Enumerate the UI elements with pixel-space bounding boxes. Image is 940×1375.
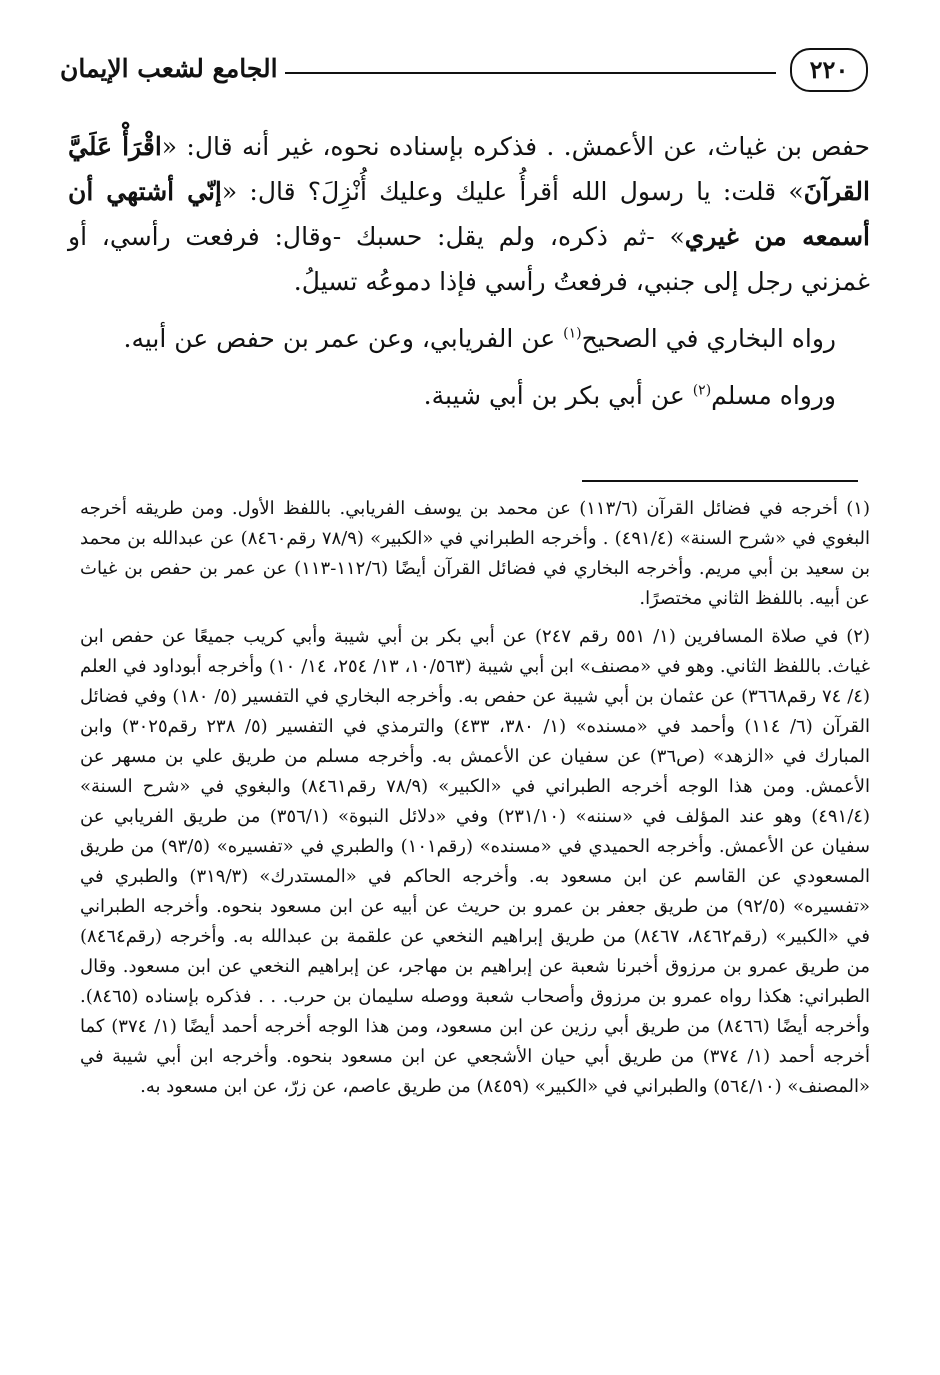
narration-bukhari	[68, 316, 870, 361]
main-text	[68, 124, 870, 418]
hadith-text-1: حفص بن غياث، عن الأعمش. . فذكره بإسناده نحوه، غير أنه قال: «	[161, 132, 870, 161]
hadith-text-2: » قلت: يا رسول الله أقرأُ عليك وعليك أُنْزِلَ؟ قال: «	[221, 177, 804, 206]
running-title: الجامع لشعب الإيمان	[60, 54, 278, 83]
footnote-2	[80, 622, 870, 1102]
hadith-paragraph	[68, 124, 870, 304]
narration-muslim-text-end: عن أبي بكر بن أبي شيبة.	[423, 381, 693, 410]
footnote-text: أخرجه في فضائل القرآن (١١٣/٦) عن محمد بن يوسف الفريابي. باللفظ الأول. ومن طريقه أخرجه البغوي في «شرح السنة» (٤٩١/٤) . وأخرجه الطبراني في «الكبير» (٧٨/٩ رقم٨٤٦٠) عن عبدالله بن محمد بن سعيد بن أبي مريم. وأخرجه البخاري في فضائل القرآن أيضًا (١١٢/٦-١١٣) عن عمر بن حفص بن غياث عن أبيه. باللفظ الثاني مختصرًا.	[80, 498, 871, 609]
quote-bold-2: إنّي أشتهي أن أسمعه من غيري	[68, 177, 870, 251]
footnotes	[80, 494, 870, 1102]
narration-muslim	[68, 373, 870, 418]
footnote-number: (٢)	[846, 626, 870, 647]
narration-bukhari-text-end: عن الفريابي، وعن عمر بن حفص عن أبيه.	[123, 324, 564, 353]
narration-bukhari-text: رواه البخاري في الصحيح	[581, 324, 836, 353]
narration-muslim-text: ورواه مسلم	[711, 381, 836, 410]
quote-bold-1: اقْرَأْ عَلَيَّ القرآنَ	[68, 132, 870, 206]
header-rule	[285, 72, 776, 74]
footnote-ref-1[interactable]: (١)	[563, 325, 582, 342]
page-header	[60, 48, 868, 100]
hadith-text-3: » -ثم ذكره، ولم يقل: حسبك -وقال: فرفعت رأسي، أو غمزني رجل إلى جنبي، فرفعتُ رأسي فإذا دموعُه تسيلُ.	[68, 222, 870, 296]
page-number: ٢٢٠	[790, 48, 868, 92]
footnote-separator	[582, 480, 858, 482]
footnote-1	[80, 494, 870, 614]
footnote-number: (١)	[846, 498, 870, 519]
footnote-text: في صلاة المسافرين (١/ ٥٥١ رقم ٢٤٧) عن أبي بكر بن أبي شيبة وأبي كريب جميعًا عن حفص ابن غياث. باللفظ الثاني. وهو في «مصنف» ابن أبي شيبة (١٠/٥٦٣، ١٣/ ٢٥٤، ١٤/ ١٠) وأخرجه أبوداود في العلم (٤/ ٧٤ رقم٣٦٦٨) عن عثمان بن أبي شيبة عن حفص به. وأخرجه البخاري في التفسير (٥/ ١٨٠) وفي فضائل القرآن (٦/ ١١٤) وأحمد في «مسنده» (١/ ٣٨٠، ٤٣٣) والترمذي في التفسير (٥/ ٢٣٨ رقم٣٠٢٥) وابن المبارك في «الزهد» (ص٣٦) عن سفيان عن الأعمش به. وأخرجه مسلم من طريق علي بن مسهر عن الأعمش. ومن هذا الوجه أخرجه الطبراني في «الكبير» (٧٨/٩ رقم٨٤٦١) والبغوي في «شرح السنة» (٤٩١/٤) وهو عند المؤلف في «سننه» (٢٣١/١٠) وفي «دلائل النبوة» (٣٥٦/١) من طريق الفريابي عن سفيان عن الأعمش. وأخرجه الحميدي في «مسنده» (رقم١٠١) والطبري في «تفسيره» (٩٣/٥) من طريق المسعودي عن القاسم عن ابن مسعود به. وأخرجه الحاكم في «المستدرك» (٣١٩/٣) والطبري في «تفسيره» (٩٢/٥) من طريق جعفر بن عمرو بن حريث عن أبيه عن ابن مسعود بنحوه. وأخرجه الطبراني في «الكبير» (رقم٨٤٦٢، ٨٤٦٧) من طريق إبراهيم النخعي عن علقمة بن عبدالله به. وأخرجه (رقم٨٤٦٤) من طريق عمرو بن مرزوق أخبرنا شعبة عن إبراهيم بن مهاجر، عن إبراهيم النخعي عن ابن مسعود. وقال الطبراني: هكذا رواه عمرو بن مرزوق وأصحاب شعبة ووصله سليمان بن حرب. . . فذكره بإسناده (٨٤٦٥). وأخرجه أيضًا (٨٤٦٦) من طريق أبي رزين عن ابن مسعود، ومن هذا الوجه أخرجه أحمد أيضًا (١/ ٣٧٤) كما أخرجه أحمد (١/ ٣٧٤) من طريق أبي حيان الأشجعي عن ابن مسعود بنحوه. وأخرجه ابن أبي شيبة في «المصنف» (٥٦٤/١٠) والطبراني في «الكبير» (٨٤٥٩) من طريق عاصم، عن زرّ، عن ابن مسعود به.	[80, 626, 871, 1097]
footnote-ref-2[interactable]: (٢)	[692, 382, 712, 399]
